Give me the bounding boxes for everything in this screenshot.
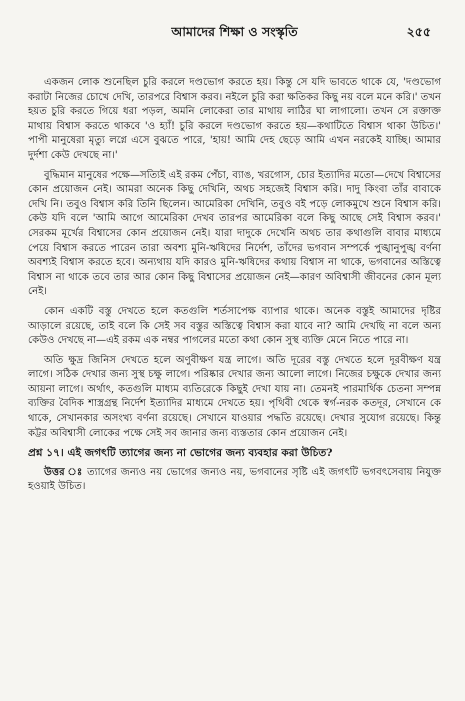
question-heading: প্রশ্ন ১৭। এই জগৎটি ত্যাগের জন্য না ভোগের জন্য ব্যবহার করা উচিত? <box>28 447 333 460</box>
paragraph-2: বুদ্ধিমান মানুষের পক্ষে—সত্যিই এই রকম পেঁচা, ব্যাঙ, খরগোস, চোর ইত্যাদির মতো—দেখে বিশ্বাসের কোন প্রয়োজন নেই। আমরা অনেক কিছু দেখিনি, অথচ সহজেই বিশ্বাস করি। দাদু কিংবা তাঁর বাবাকে দেখি নি। তবুও বিশ্বাস করি তিনি ছিলেন। আমেরিকা দেখিনি, তবুও বই পড়ে লোকমুখে শুনে বিশ্বাস করি। কেউ যদি বলে 'আমি আগে আমেরিকা দেখব তারপর আমেরিকা বলে কিছু আছে সেই বিশ্বাস করব।' সেরকম মূর্খের বিশ্বাসের কোন প্রয়োজন নেই। যারা দাদুকে দেখেনি অথচ তার কথাগুলি বাবার মাধ্যমে পেয়ে বিশ্বাস করতে পারেন তারা অবশ্য মুনি-ঋষিদের নির্দেশ, তাঁদের ভগবান সম্পর্কে পুঙ্খানুপুঙ্খ বর্ণনা অবশ্যই বিশ্বাস করতে হবে। অন্যথায় যদি কারও মুনি-ঋষিদের কথায় বিশ্বাস না থাকে, ভগবানের অস্তিত্বে বিশ্বাস না থাকে তবে তার আর কোন কিছু বিশ্বাসের প্রয়োজন নেই—কারণ অবিশ্বাসী জীবনের কোন মূল্য নেই। <box>28 169 441 298</box>
answer-text: ত্যাগের জন্যও নয় ভোগের জন্যও নয়, ভগবানের সৃষ্টি এই জগৎটি ভগবৎসেবায় নিযুক্ত হওয়াই উচিত। <box>28 466 441 493</box>
page-body <box>28 76 441 495</box>
paragraph-3: কোন একটি বস্তু দেখতে হলে কতগুলি শর্তসাপেক্ষ ব্যাপার থাকে। অনেক বস্তুই আমাদের দৃষ্টির আড়ালে রয়েছে, তাই বলে কি সেই সব বস্তুর অস্তিত্বে বিশ্বাস করা যাবে না? আমি দেখছি না বলে অন্য কেউও দেখছে না—এই রকম এক নম্বর পাগলের মতো কথা কোন সুস্থ ব্যক্তি মেনে নিতে পারে না। <box>28 305 441 347</box>
answer-paragraph <box>28 466 441 495</box>
answer-label: উত্তর ঃ <box>44 466 84 478</box>
running-header <box>28 22 441 46</box>
page-number: ২৫৫ <box>406 24 431 39</box>
chapter-title: আমাদের শিক্ষা ও সংস্কৃতি <box>171 24 298 39</box>
paragraph-4: অতি ক্ষুদ্র জিনিস দেখতে হলে অণুবীক্ষণ যন্ত্র লাগে। অতি দূরের বস্তু দেখতে হলে দূরবীক্ষণ যন্ত্র লাগে। সঠিক দেখার জন্য সুস্থ চক্ষু লাগে। পরিষ্কার দেখার জন্য আলো লাগে। নিজের চক্ষুকে দেখার জন্য আয়না লাগে। অর্থাৎ, কতগুলি মাধ্যম ব্যতিরেকে কিছুই দেখা যায় না। তেমনই পারমার্থিক চেতনা সম্পন্ন ব্যক্তির বৈদিক শাস্ত্রগ্রন্থ নির্দেশ ইত্যাদির মাধ্যমে দেখতে হয়। পৃথিবী থেকে স্বর্গ-নরক কতদূর, সেখানে কে থাকে, সেখানকার অসংখ্য বর্ণনা রয়েছে। সেখানে যাওয়ার পদ্ধতি রয়েছে। দেখার সুযোগ রয়েছে। কিন্তু কট্টর অবিশ্বাসী লোকের পক্ষে সেই সব জানার জন্য ব্যস্ততার কোন প্রয়োজন নেই। <box>28 354 441 439</box>
paragraph-1: একজন লোক শুনেছিল চুরি করলে দণ্ডভোগ করতে হয়। কিন্তু সে যদি ভাবতে থাকে যে, 'দণ্ডভোগ করাটা নিজের চোখে দেখি, তারপরে বিশ্বাস করব। নইলে চুরি করা ক্ষতিকর কিছু নয় বলে মনে করি।' তখন হয়ত চুরি করতে গিয়ে ধরা পড়ল, অমনি লোকেরা তার মাথায় লাঠির ঘা লাগালো। তখন সে রক্তাক্ত মাথায় বিশ্বাস করতে থাকবে 'ও হ্যাঁ! চুরি করলে দণ্ডভোগ করতে হয়—কথাটিতে বিশ্বাস থাকা উচিত।' পাপী মানুষেরা মৃত্যু লগ্নে এসে বুঝতে পারে, 'হায়! আমি দেহ ছেড়ে আমি এখন নরকেই যাচ্ছি। আমার দুর্দশা কেউ দেখছে না।' <box>28 77 441 161</box>
